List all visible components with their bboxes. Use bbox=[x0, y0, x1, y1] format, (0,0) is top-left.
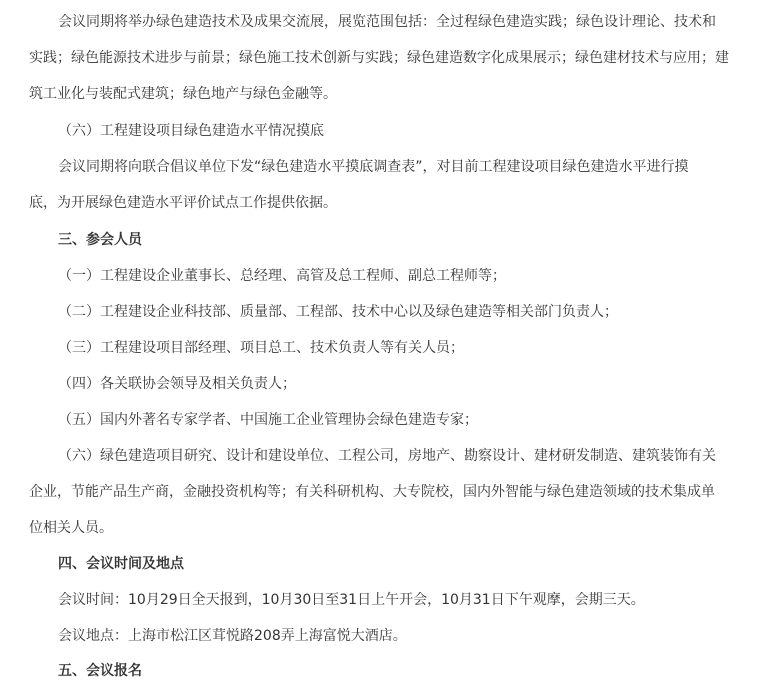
section-heading: 五、会议报名 bbox=[58, 663, 142, 679]
meeting-location: 会议地点：上海市松江区茸悦路208弄上海富悦大酒店。 bbox=[58, 628, 407, 644]
section-heading: 三、参会人员 bbox=[58, 232, 142, 248]
list-item: （四）各关联协会领导及相关负责人； bbox=[58, 376, 296, 392]
section-heading: 四、会议时间及地点 bbox=[58, 556, 184, 572]
paragraph-line: 底，为开展绿色建造水平评价试点工作提供依据。 bbox=[29, 195, 337, 211]
list-item: （五）国内外著名专家学者、中国施工企业管理协会绿色建造专家； bbox=[58, 412, 478, 428]
list-item: （六）绿色建造项目研究、设计和建设单位、工程公司，房地产、勘察设计、建材研发制造、建筑装饰有关 bbox=[58, 448, 716, 464]
list-item-continuation: 位相关人员。 bbox=[29, 520, 113, 536]
list-item: （一）工程建设企业董事长、总经理、高管及总工程师、副总工程师等； bbox=[58, 268, 506, 284]
paragraph-line: 筑工业化与装配式建筑；绿色地产与绿色金融等。 bbox=[29, 86, 337, 102]
paragraph-line: 实践；绿色能源技术进步与前景；绿色施工技术创新与实践；绿色建造数字化成果展示；绿色建材技术与应用；建 bbox=[29, 50, 729, 66]
paragraph-line: 会议同期将向联合倡议单位下发“绿色建造水平摸底调查表”，对目前工程建设项目绿色建造水平进行摸 bbox=[58, 159, 689, 175]
list-item: （二）工程建设企业科技部、质量部、工程部、技术中心以及绿色建造等相关部门负责人； bbox=[58, 304, 618, 320]
paragraph-line: 会议同期将举办绿色建造技术及成果交流展，展览范围包括：全过程绿色建造实践；绿色设计理论、技术和 bbox=[58, 14, 716, 30]
meeting-time: 会议时间：10月29日全天报到，10月30日至31日上午开会，10月31日下午观摩，会期三天。 bbox=[58, 592, 645, 608]
subsection-heading: （六）工程建设项目绿色建造水平情况摸底 bbox=[58, 123, 324, 139]
list-item-continuation: 企业，节能产品生产商，金融投资机构等；有关科研机构、大专院校，国内外智能与绿色建造领域的技术集成单 bbox=[29, 484, 715, 500]
list-item: （三）工程建设项目部经理、项目总工、技术负责人等有关人员； bbox=[58, 340, 464, 356]
